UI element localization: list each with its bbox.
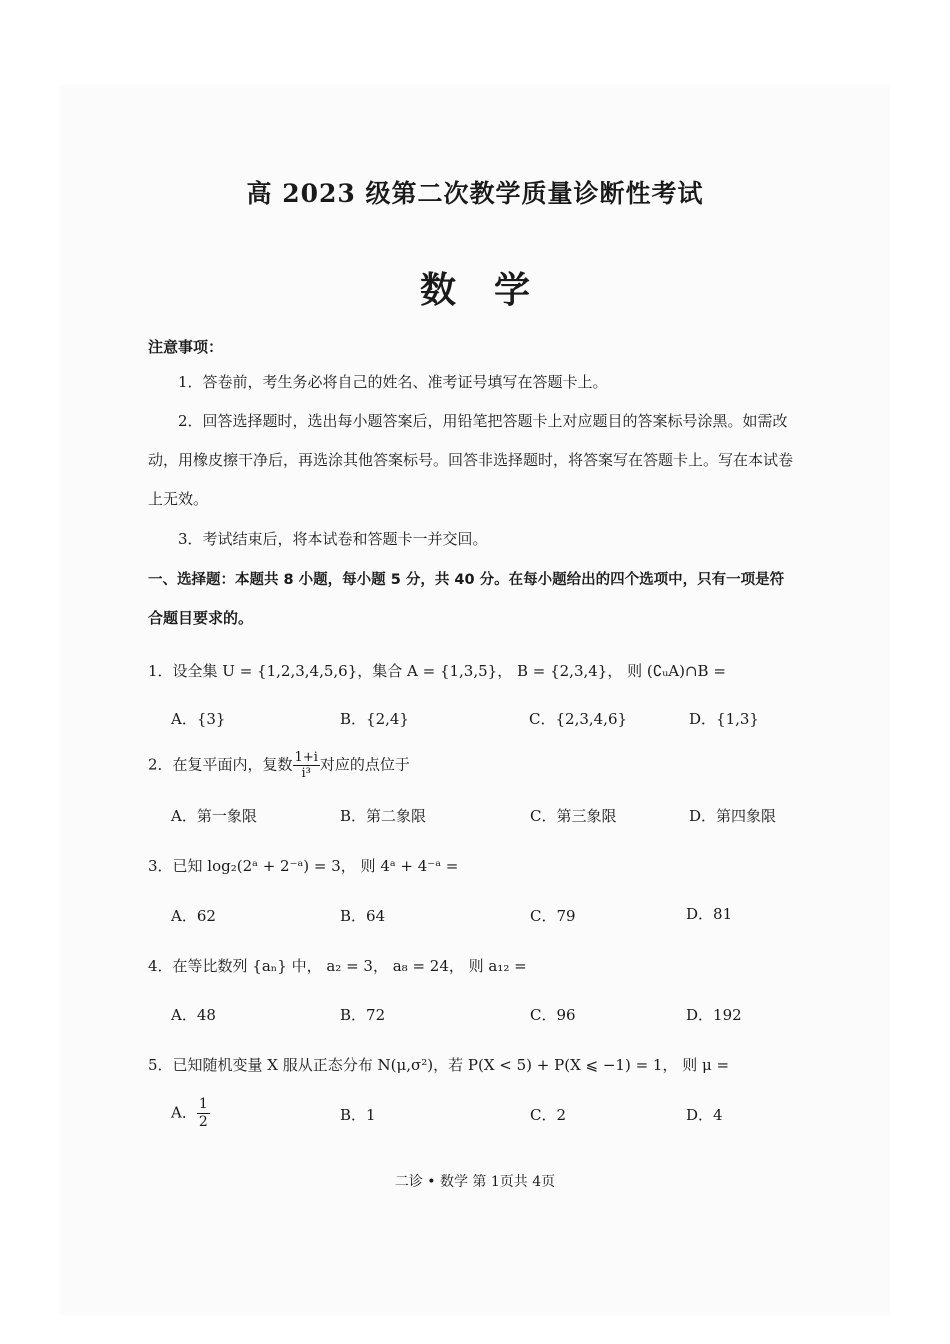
question-5-option-a-label: A． [171, 1103, 197, 1122]
question-5-option-b: B．1 [340, 1106, 376, 1124]
question-4-option-c: C．96 [530, 1006, 576, 1024]
question-2-option-c: C．第三象限 [530, 807, 617, 825]
question-5-option-a-fraction [197, 1096, 210, 1131]
question-2-option-a: A．第一象限 [171, 807, 257, 825]
question-1-option-b: B．{2,4} [340, 710, 409, 728]
question-1-option-c: C．{2,3,4,6} [529, 710, 628, 728]
note-item-3: 3．考试结束后，将本试卷和答题卡一并交回。 [178, 530, 488, 548]
question-5-stem: 5．已知随机变量 X 服从正态分布 N(μ,σ²)，若 P(X < 5) + P(X ⩽ −1) = 1， 则 μ = [148, 1056, 730, 1074]
question-3-option-b: B．64 [340, 907, 386, 925]
question-4-stem: 4．在等比数列 {aₙ} 中， a₂ = 3， a₈ = 24， 则 a₁₂ = [148, 957, 527, 975]
question-2-fraction-denominator: i³ [301, 766, 311, 781]
note-item-1: 1．答卷前，考生务必将自己的姓名、准考证号填写在答题卡上。 [178, 373, 608, 391]
question-5-option-a-numerator: 1 [198, 1096, 208, 1112]
section-1-heading-line-2: 合题目要求的。 [148, 609, 254, 627]
question-4-option-a: A．48 [171, 1006, 216, 1024]
page-footer: 二诊 • 数学 第 1页共 4页 [394, 1174, 556, 1190]
question-1-option-a: A．{3} [171, 710, 226, 728]
question-3-option-a: A．62 [171, 907, 216, 925]
note-item-2-line-2: 动，用橡皮擦干净后，再选涂其他答案标号。回答非选择题时，将答案写在答题卡上。写在本试卷 [148, 451, 794, 469]
section-1-heading-line-1: 一、选择题：本题共 8 小题，每小题 5 分，共 40 分。在每小题给出的四个选项中，只有一项是符 [148, 572, 785, 588]
question-2-option-b: B．第二象限 [340, 807, 427, 825]
note-item-2-line-3: 上无效。 [148, 490, 209, 508]
question-2-stem-post: 对应的点位于 [319, 755, 410, 774]
question-5-option-c: C．2 [530, 1106, 567, 1124]
question-2-stem-pre: 2．在复平面内，复数 [148, 755, 293, 774]
question-1-option-d: D．{1,3} [689, 710, 759, 728]
exam-title: 高 2023 级第二次教学质量诊断性考试 [246, 179, 704, 208]
question-5-option-a [171, 1096, 210, 1131]
notes-heading: 注意事项： [148, 338, 224, 356]
subject-title: 数学 [419, 269, 568, 311]
question-5-option-d: D．4 [686, 1106, 723, 1124]
question-3-option-c: C．79 [530, 907, 576, 925]
question-5-option-a-denominator: 2 [198, 1114, 208, 1130]
note-item-2-line-1: 2．回答选择题时，选出每小题答案后，用铅笔把答题卡上对应题目的答案标号涂黑。如需改 [178, 412, 788, 430]
question-2-fraction [293, 750, 320, 781]
question-4-option-d: D．192 [686, 1006, 742, 1024]
question-4-option-b: B．72 [340, 1006, 386, 1024]
question-2-option-d: D．第四象限 [689, 807, 777, 825]
question-3-stem: 3．已知 log₂(2ᵃ + 2⁻ᵃ) = 3， 则 4ᵃ + 4⁻ᵃ = [148, 857, 459, 875]
question-2-stem [148, 750, 410, 781]
question-2-fraction-numerator: 1+i [294, 750, 318, 765]
question-1-stem: 1．设全集 U = {1,2,3,4,5,6}，集合 A = {1,3,5}， B = {2,3,4}， 则 (∁ᵤA)∩B = [148, 662, 726, 680]
question-3-option-d: D．81 [686, 905, 733, 923]
